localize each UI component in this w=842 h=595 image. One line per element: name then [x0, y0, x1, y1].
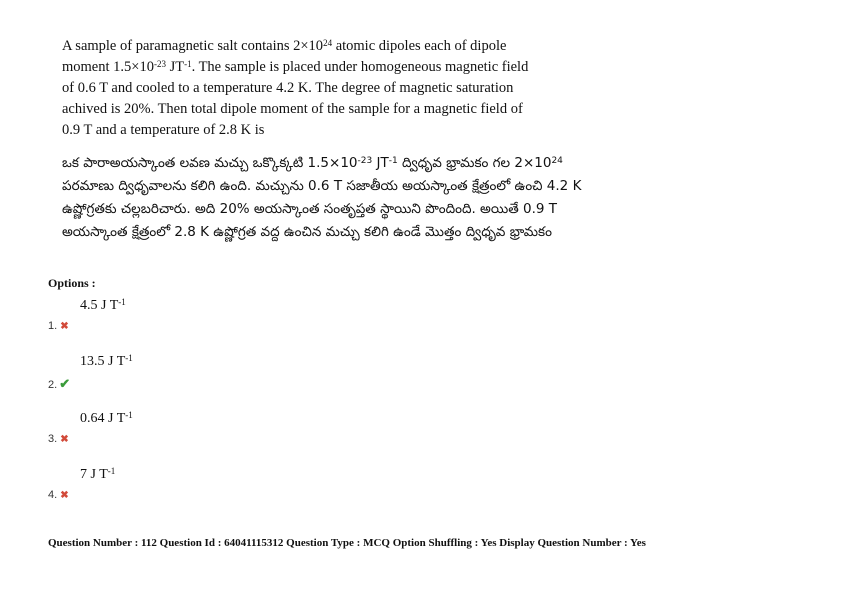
superscript: -1	[125, 353, 133, 364]
question-line: అయస్కాంత క్షేత్రంలో 2.8 K ఉష్ణోగ్రత వద్ద ఉంచిన మచ్చు కలిగి ఉండే మొత్తం ద్విధృవ భ్రామకం	[62, 224, 552, 240]
cross-icon: ✖	[60, 434, 69, 445]
option-number	[48, 320, 69, 332]
option-1[interactable]	[0, 298, 400, 338]
cross-icon: ✖	[60, 490, 69, 501]
option-number	[48, 433, 69, 445]
superscript: 24	[551, 156, 563, 167]
question-line: పరమాణు ద్విధృవాలను కలిగి ఉంది. మచ్చును 0.6 T సజాతీయ అయస్కాంత క్షేత్రంలో ఉంచి 4.2 K	[62, 178, 582, 194]
superscript: -23	[153, 59, 166, 70]
option-value	[80, 411, 133, 427]
option-number	[48, 376, 70, 392]
text-segment: atomic dipoles each of dipole	[332, 38, 507, 54]
question-text-telugu	[62, 152, 582, 244]
option-text: 0.64 J T	[80, 411, 126, 426]
question-text-english	[62, 36, 582, 141]
text-segment: ఒక పారాఅయస్కాంత లవణ మచ్చు ఒక్కొక్కటి 1.5×10	[62, 155, 358, 171]
superscript: -1	[125, 410, 133, 421]
question-line: ఉష్ణోగ్రతకు చల్లబరిచారు. అది 20% అయస్కాంత సంతృప్తత స్థాయిని పొందింది. అయితే 0.9 T	[62, 201, 558, 217]
option-text: 13.5 J T	[80, 354, 126, 369]
question-line	[62, 57, 582, 78]
option-value	[80, 298, 126, 314]
question-line: achived is 20%. Then total dipole moment of the sample for a magnetic field of	[62, 101, 523, 117]
options-label: Options :	[48, 276, 96, 290]
option-index: 3.	[48, 433, 58, 445]
superscript: -1	[118, 297, 126, 308]
option-value	[80, 467, 115, 483]
superscript: -1	[184, 59, 192, 70]
text-segment: moment 1.5×10	[62, 59, 154, 75]
option-3[interactable]	[0, 411, 400, 451]
question-line: 0.9 T and a temperature of 2.8 K is	[62, 122, 265, 138]
option-2[interactable]	[0, 354, 400, 394]
text-segment: . The sample is placed under homogeneous magnetic field	[191, 59, 529, 75]
text-segment: ద్విధృవ భ్రామకం గల 2×10	[397, 155, 552, 171]
text-segment: JT	[372, 155, 389, 171]
cross-icon: ✖	[60, 321, 69, 332]
option-value	[80, 354, 133, 370]
option-number	[48, 489, 69, 501]
text-segment: JT	[165, 59, 185, 75]
text-segment: A sample of paramagnetic salt contains 2×10	[62, 38, 324, 54]
question-metadata-footer: Question Number : 112 Question Id : 64041115312 Question Type : MCQ Option Shuffling : Yes Display Question Number : Yes	[48, 537, 646, 549]
superscript: -23	[357, 156, 373, 167]
superscript: 24	[323, 38, 333, 49]
option-index: 4.	[48, 489, 58, 501]
check-icon: ✔	[59, 376, 71, 391]
superscript: -1	[388, 156, 398, 167]
option-text: 4.5 J T	[80, 298, 119, 313]
option-4[interactable]	[0, 467, 400, 507]
option-index: 2.	[48, 379, 58, 391]
option-text: 7 J T	[80, 467, 108, 482]
question-line	[62, 36, 582, 57]
question-line	[62, 152, 582, 175]
option-index: 1.	[48, 320, 58, 332]
superscript: -1	[107, 466, 116, 477]
question-line: of 0.6 T and cooled to a temperature 4.2 K. The degree of magnetic saturation	[62, 80, 514, 96]
